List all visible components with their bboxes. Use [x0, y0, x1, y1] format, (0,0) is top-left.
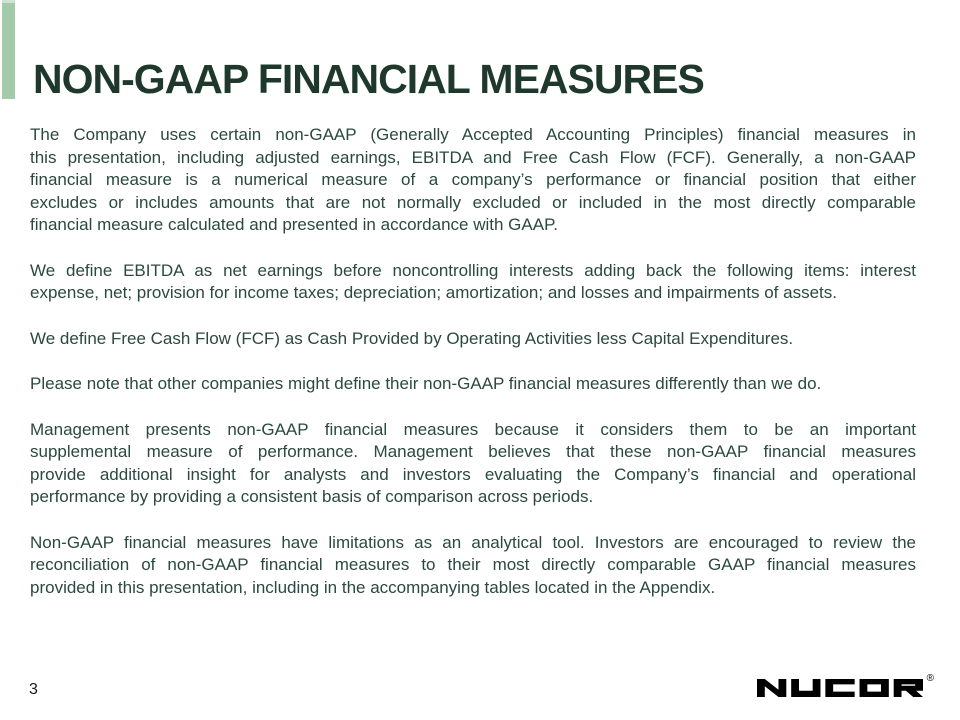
- text-line: reconciliation of non-GAAP financial measures to their most directly comparable GAAP financial measures: [30, 555, 916, 574]
- text-line: We define EBITDA as net earnings before noncontrolling interests adding back the following items: interest: [30, 260, 916, 280]
- page-number: 3: [29, 681, 38, 698]
- paragraph: [30, 373, 916, 396]
- text-line: Management presents non-GAAP financial measures because it considers them to be an important: [30, 419, 916, 439]
- accent-bar: [2, 0, 15, 99]
- paragraph: [30, 532, 916, 600]
- text-line: Please note that other companies might define their non-GAAP financial measures differently than we do.: [30, 374, 822, 393]
- nucor-logo: [757, 673, 934, 697]
- paragraph: [30, 328, 916, 351]
- text-line: this presentation, including adjusted earnings, EBITDA and Free Cash Flow (FCF). Generally, a non-GAAP: [30, 147, 916, 167]
- registered-trademark-symbol: ®: [926, 673, 934, 684]
- text-line: provide additional insight for analysts and investors evaluating the Company’s financial and operational: [30, 464, 916, 484]
- body-text: [30, 124, 916, 599]
- text-line: The Company uses certain non-GAAP (Generally Accepted Accounting Principles) financial measures in: [30, 125, 916, 144]
- text-line: We define Free Cash Flow (FCF) as Cash Provided by Operating Activities less Capital Expenditures.: [30, 328, 794, 348]
- text-line: provided in this presentation, including in the accompanying tables located in the Appendix.: [30, 577, 716, 597]
- text-line: expense, net; provision for income taxes; depreciation; amortization; and losses and impairments of assets.: [30, 283, 837, 302]
- paragraph: [30, 419, 916, 509]
- text-line: financial measure calculated and presented in accordance with GAAP.: [30, 215, 558, 234]
- text-line: excludes or includes amounts that are not normally excluded or included in the most directly comparable: [30, 192, 916, 212]
- page-title: NON-GAAP FINANCIAL MEASURES: [33, 56, 704, 103]
- paragraph: [30, 124, 916, 237]
- text-line: financial measure is a numerical measure of a company’s performance or financial position that either: [30, 170, 916, 189]
- paragraph: [30, 260, 916, 305]
- text-line: supplemental measure of performance. Management believes that these non-GAAP financial measures: [30, 442, 916, 461]
- text-line: performance by providing a consistent basis of comparison across periods.: [30, 487, 594, 506]
- nucor-logo-icon: [757, 679, 923, 697]
- text-line: Non-GAAP financial measures have limitations as an analytical tool. Investors are encouraged to review the: [30, 532, 916, 552]
